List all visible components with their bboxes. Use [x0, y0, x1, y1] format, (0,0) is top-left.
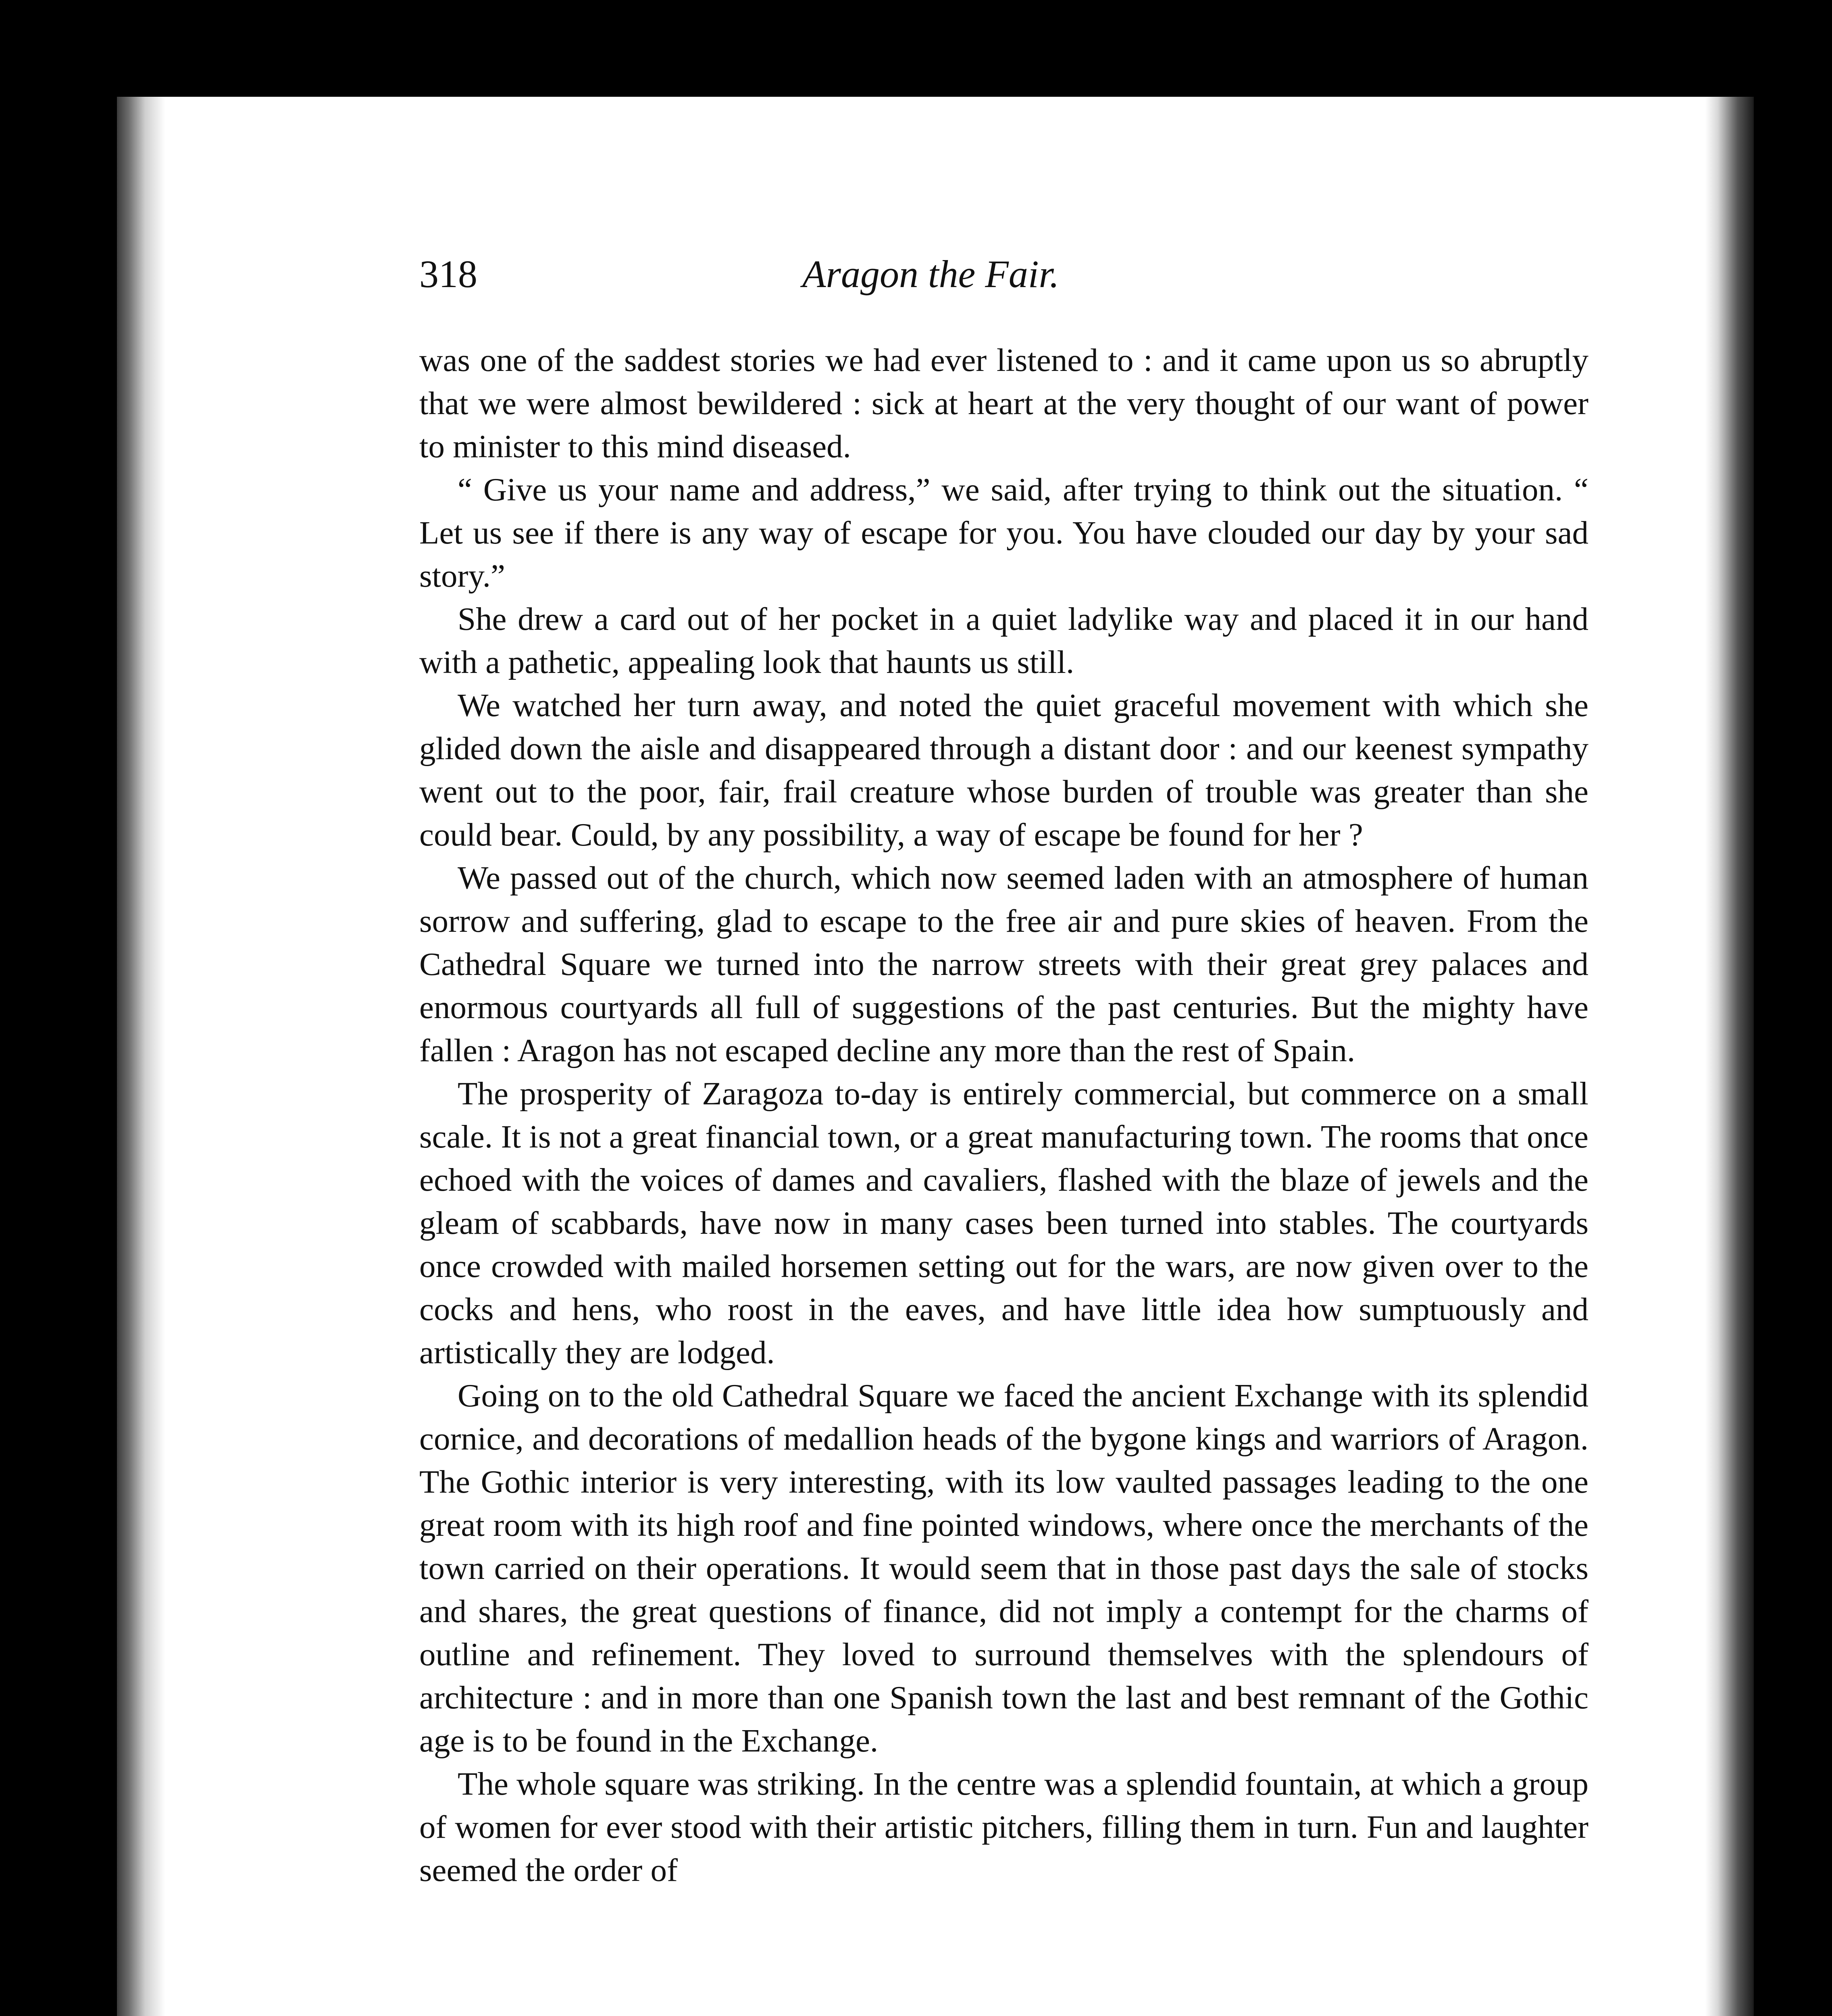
- body-text: [419, 339, 1588, 1892]
- paragraph: was one of the saddest stories we had ever listened to : and it came upon us so abruptly that we were almost bewildered : sick at heart at the very thought of our want of power to minister to this mind diseased.: [419, 342, 1588, 464]
- book-page: [117, 97, 1754, 2016]
- paragraph: She drew a card out of her pocket in a quiet ladylike way and placed it in our hand with a pathetic, appealing look that haunts us still.: [419, 601, 1588, 680]
- page-gutter-shadow-left: [117, 97, 165, 2016]
- page-number: 318: [419, 252, 477, 296]
- running-head: [419, 250, 1689, 298]
- paragraph: We watched her turn away, and noted the quiet graceful movement with which she glided down the aisle and disappeared through a distant door : and our keenest sympathy went out to the poor, fair, frail creature whose burden of trouble was greater than she could bear. Could, by any possibility, a way of escape be found for her ?: [419, 687, 1588, 853]
- paragraph: We passed out of the church, which now seemed laden with an atmosphere of human sorrow and suffering, glad to escape to the free air and pure skies of heaven. From the Cathedral Square we turned into the narrow streets with their great grey palaces and enormous courtyards all full of suggestions of the past centuries. But the mighty have fallen : Aragon has not escaped decline any more than the rest of Spain.: [419, 860, 1588, 1068]
- paragraph: “ Give us your name and address,” we said, after trying to think out the situation. “ Let us see if there is any way of escape for you. You have clouded our day by your sad story.”: [419, 471, 1588, 594]
- running-title: Aragon the Fair.: [802, 252, 1060, 296]
- paragraph: The whole square was striking. In the centre was a splendid fountain, at which a group of women for ever stood with their artistic pitchers, filling them in turn. Fun and laughter seemed the order of: [419, 1766, 1588, 1888]
- paragraph: The prosperity of Zaragoza to-day is entirely commercial, but commerce on a small scale. It is not a great financial town, or a great manufacturing town. The rooms that once echoed with the voices of dames and cavaliers, flashed with the blaze of jewels and the gleam of scabbards, have now in many cases been turned into stables. The courtyards once crowded with mailed horsemen setting out for the wars, are now given over to the cocks and hens, who roost in the eaves, and have little idea how sumptuously and artistically they are lodged.: [419, 1075, 1588, 1370]
- paragraph: Going on to the old Cathedral Square we faced the ancient Exchange with its splendid cornice, and decorations of medallion heads of the bygone kings and warriors of Aragon. The Gothic interior is very interesting, with its low vaulted passages leading to the one great room with its high roof and fine pointed windows, where once the merchants of the town carried on their operations. It would seem that in those past days the sale of stocks and shares, the great questions of finance, did not imply a contempt for the charms of outline and refinement. They loved to surround themselves with the splendours of architecture : and in more than one Spanish town the last and best remnant of the Gothic age is to be found in the Exchange.: [419, 1377, 1588, 1759]
- page-edge-shadow-right: [1705, 97, 1754, 2016]
